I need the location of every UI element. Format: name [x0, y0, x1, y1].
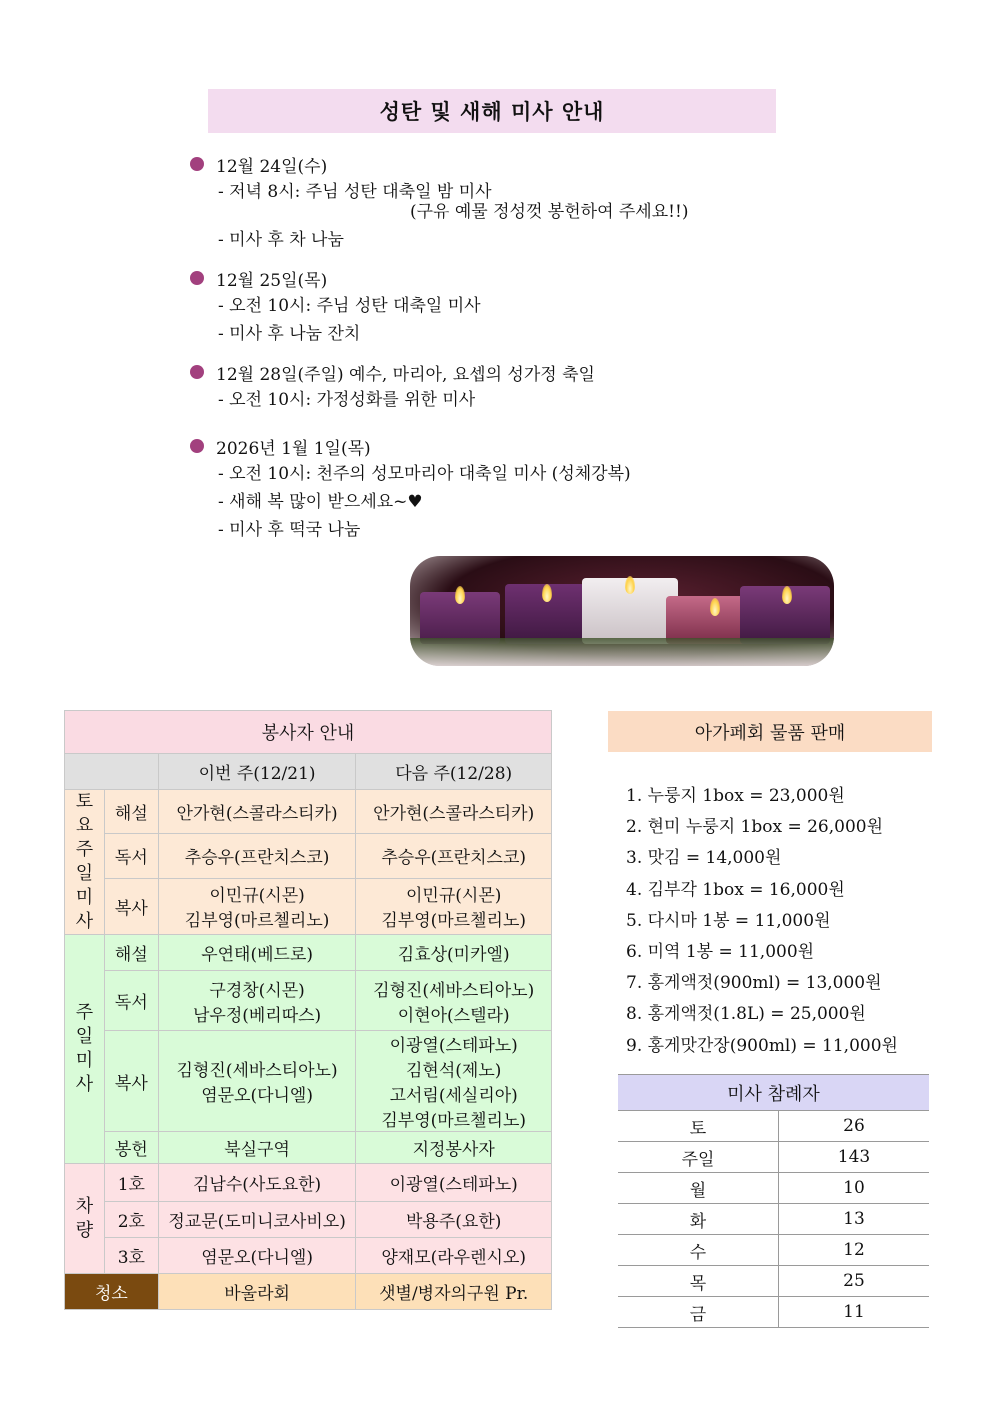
count-cell: 25: [779, 1266, 930, 1297]
role-cell: 봉헌: [104, 1132, 158, 1164]
clean-label: 청소: [65, 1274, 159, 1310]
name: 이민규(시몬): [209, 886, 305, 907]
this-week-cell: [158, 878, 356, 934]
schedule-section-dec25: [190, 264, 790, 348]
role-cell: 3호: [104, 1238, 158, 1274]
role-cell: 2호: [104, 1202, 158, 1238]
car-label: [65, 1164, 105, 1274]
role-cell: 독서: [104, 971, 158, 1031]
name: 김부영(마르첼리노): [381, 1111, 526, 1131]
next-week-cell: [356, 1031, 552, 1132]
count-cell: 11: [779, 1297, 930, 1328]
role-cell: 1호: [104, 1164, 158, 1202]
volunteer-title: 봉사자 안내: [65, 711, 552, 754]
role-cell: 독서: [104, 834, 158, 878]
next-week-cell: 지정봉사자: [356, 1132, 552, 1164]
sun-mass-label: [65, 935, 105, 1164]
schedule-date: 2026년 1월 1일(목): [216, 438, 371, 459]
schedule-section-dec24: [190, 150, 790, 254]
schedule-line: - 미사 후 떡국 나눔: [218, 520, 361, 540]
name: 김부영(마르첼리노): [381, 911, 526, 932]
next-week-cell: 양재모(라우렌시오): [356, 1238, 552, 1274]
sat-mass-label-text: 토 요 주 일 미 사: [75, 791, 94, 932]
name: 김현석(제노): [406, 1061, 502, 1081]
sales-item: 1. 누룽지 1box = 23,000원: [626, 786, 845, 806]
col-this-week: 이번 주(12/21): [158, 754, 356, 790]
this-week-cell: 김남수(사도요한): [158, 1164, 356, 1202]
bullet-icon: [190, 439, 204, 453]
count-cell: 143: [779, 1142, 930, 1173]
count-cell: 10: [779, 1173, 930, 1204]
page-title: 성탄 및 새해 미사 안내: [208, 89, 776, 133]
schedule-line: - 저녁 8시: 주님 성탄 대축일 밤 미사: [218, 182, 492, 202]
next-week-cell: 이광열(스테파노): [356, 1164, 552, 1202]
sales-item: 6. 미역 1봉 = 11,000원: [626, 941, 815, 962]
sales-item: 9. 홍게맛간장(900ml) = 11,000원: [626, 1035, 898, 1056]
sun-mass-label-text: 주 일 미 사: [75, 1002, 94, 1095]
name: 이현아(스텔라): [397, 1005, 510, 1026]
day-cell: 목: [618, 1266, 779, 1297]
role-cell: 복사: [104, 1031, 158, 1132]
next-week-cell: [356, 878, 552, 934]
count-cell: 13: [779, 1204, 930, 1235]
this-week-cell: 정교문(도미니코사비오): [158, 1202, 356, 1238]
attendance-row: [618, 1173, 929, 1204]
sales-item: 2. 현미 누룽지 1box = 26,000원: [626, 817, 884, 838]
name: 고서림(세실리아): [389, 1086, 518, 1106]
sales-item: 7. 홍게액젓(900ml) = 13,000원: [626, 973, 882, 994]
next-week-cell: 박용주(요한): [356, 1202, 552, 1238]
count-cell: 26: [779, 1111, 930, 1142]
schedule-date: 12월 28일(주일) 예수, 마리아, 요셉의 성가정 축일: [216, 364, 595, 385]
this-week-cell: 우연태(베드로): [158, 935, 356, 971]
schedule-section-dec28: [190, 358, 790, 414]
schedule-line: - 미사 후 차 나눔: [218, 230, 344, 250]
sales-list: [626, 781, 898, 1062]
bullet-icon: [190, 271, 204, 285]
next-week-cell: 추승우(프란치스코): [356, 834, 552, 878]
name: 구경창(시몬): [209, 980, 305, 1001]
mass-schedule: [190, 150, 790, 554]
attendance-row: [618, 1297, 929, 1328]
role-cell: 해설: [104, 790, 158, 834]
schedule-section-jan1: [190, 432, 790, 544]
name: 김부영(마르첼리노): [184, 911, 330, 932]
this-week-cell: [158, 1031, 356, 1132]
next-week-cell: 김효상(미카엘): [356, 935, 552, 971]
attendance-row: [618, 1142, 929, 1173]
day-cell: 수: [618, 1235, 779, 1266]
name: 이광열(스테파노): [389, 1036, 518, 1056]
next-week-cell: 안가현(스콜라스티카): [356, 790, 552, 834]
schedule-note: (구유 예물 정성껏 봉헌하여 주세요!!): [410, 202, 689, 222]
name: 김형진(세바스티아노): [373, 980, 535, 1001]
col-next-week: 다음 주(12/28): [356, 754, 552, 790]
this-week-cell: 염문오(다니엘): [158, 1238, 356, 1274]
blank-header-cell: [65, 754, 159, 790]
name: 김형진(세바스티아노): [176, 1061, 338, 1081]
role-cell: 해설: [104, 935, 158, 971]
next-week-cell: [356, 971, 552, 1031]
sales-item: 4. 김부각 1box = 16,000원: [626, 879, 845, 900]
clean-next-week: 샛별/병자의구원 Pr.: [356, 1274, 552, 1310]
count-cell: 12: [779, 1235, 930, 1266]
role-cell: 복사: [104, 878, 158, 934]
attendance-row: [618, 1266, 929, 1297]
this-week-cell: [158, 971, 356, 1031]
volunteer-table: [64, 710, 552, 1310]
day-cell: 월: [618, 1173, 779, 1204]
attendance-table: [618, 1074, 929, 1328]
attendance-row: [618, 1235, 929, 1266]
sat-mass-label: [65, 790, 105, 935]
day-cell: 토: [618, 1111, 779, 1142]
day-cell: 금: [618, 1297, 779, 1328]
schedule-line: - 오전 10시: 천주의 성모마리아 대축일 미사 (성체강복): [218, 464, 631, 484]
this-week-cell: 추승우(프란치스코): [158, 834, 356, 878]
this-week-cell: 안가현(스콜라스티카): [158, 790, 356, 834]
name: 남우정(베리따스): [192, 1005, 322, 1026]
bullet-icon: [190, 157, 204, 171]
schedule-date: 12월 24일(수): [216, 156, 328, 177]
schedule-line: - 오전 10시: 주님 성탄 대축일 미사: [218, 296, 481, 316]
schedule-line: - 새해 복 많이 받으세요~♥: [218, 492, 423, 512]
sales-item: 3. 맛김 = 14,000원: [626, 848, 782, 869]
advent-candles-image: [410, 556, 834, 666]
attendance-row: [618, 1204, 929, 1235]
clean-this-week: 바울라회: [158, 1274, 356, 1310]
day-cell: 화: [618, 1204, 779, 1235]
car-label-text: 차 량: [75, 1195, 94, 1241]
schedule-date: 12월 25일(목): [216, 270, 328, 291]
sales-item: 5. 다시마 1봉 = 11,000원: [626, 910, 831, 931]
bullet-icon: [190, 365, 204, 379]
schedule-line: - 미사 후 나눔 잔치: [218, 324, 361, 344]
name: 이민규(시몬): [406, 886, 502, 907]
day-cell: 주일: [618, 1142, 779, 1173]
name: 염문오(다니엘): [201, 1086, 313, 1106]
this-week-cell: 북실구역: [158, 1132, 356, 1164]
schedule-line: - 오전 10시: 가정성화를 위한 미사: [218, 390, 476, 410]
attendance-row: [618, 1111, 929, 1142]
sales-item: 8. 홍게액젓(1.8L) = 25,000원: [626, 1004, 866, 1025]
sales-title: 아가페회 물품 판매: [608, 711, 932, 752]
attendance-title: 미사 참례자: [618, 1075, 929, 1111]
